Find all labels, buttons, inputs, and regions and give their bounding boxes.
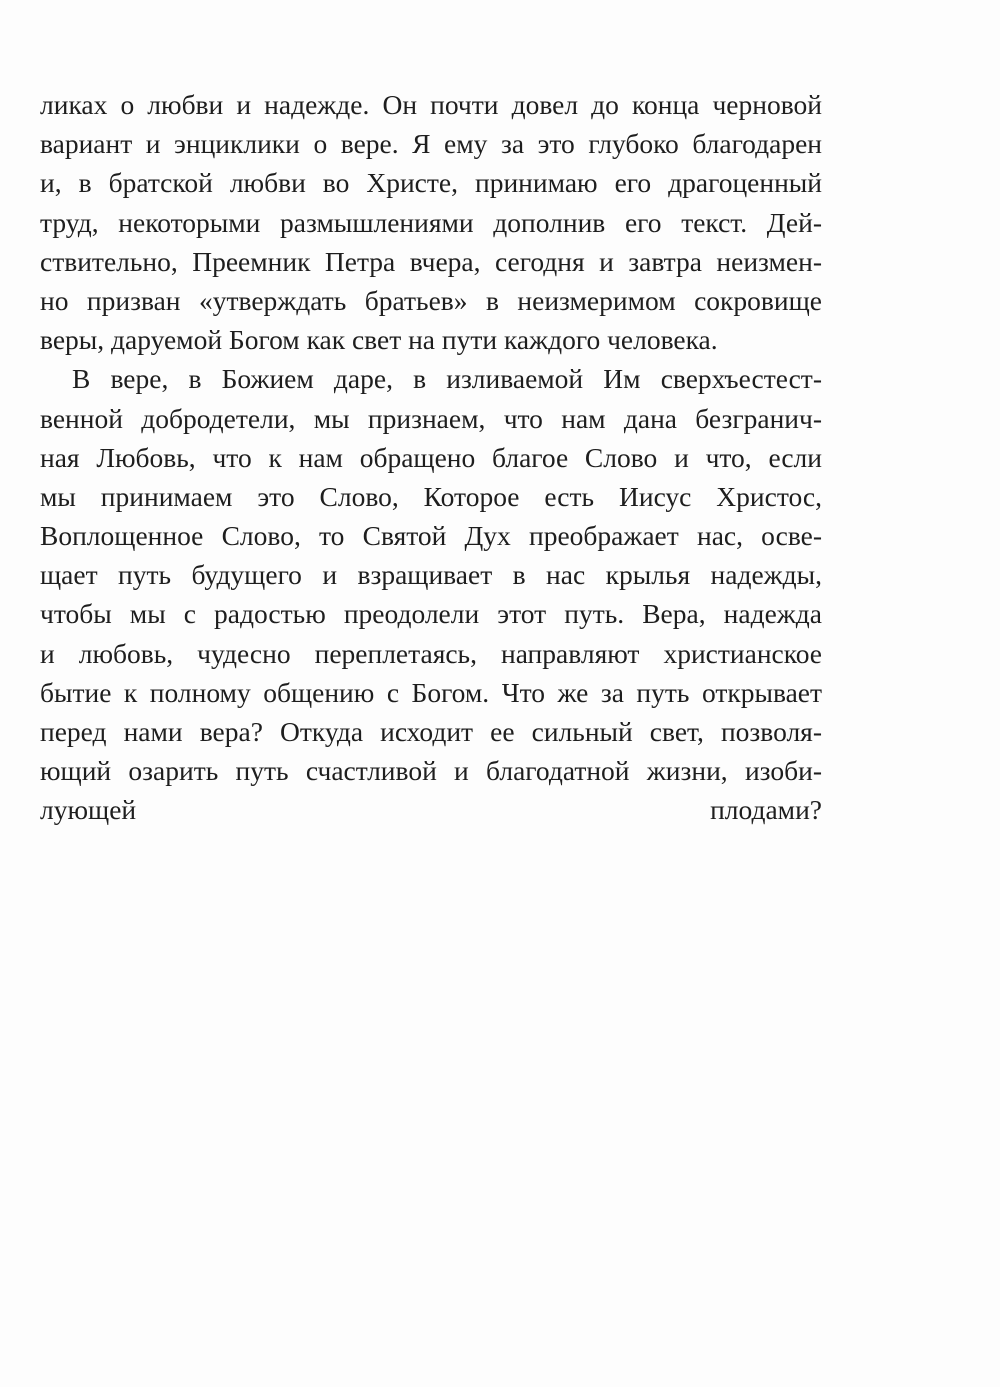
text-line: ликах о любви и надежде. Он почти довел до конца черновой	[40, 89, 822, 120]
text-line: ствительно, Преемник Петра вчера, сегодня и завтра неизмен-	[40, 245, 822, 277]
text-line: чтобы мы с радостью преодолели этот путь. Вера, надежда	[40, 598, 822, 630]
text-line: веры, даруемой Богом как свет на пути каждого человека.	[40, 324, 718, 356]
text-line: лующей плодами?	[40, 794, 822, 826]
text-line: Воплощенное Слово, то Святой Дух преображает нас, осве-	[40, 520, 822, 552]
text-line: и любовь, чудесно переплетаясь, направляют христианское	[40, 637, 822, 669]
text-line	[40, 830, 822, 869]
text-line: венной добродетели, мы признаем, что нам дана безгранич-	[40, 402, 822, 434]
text-line: труд, некоторыми размышлениями дополнив его текст. Дей-	[40, 206, 822, 238]
text-line: ная Любовь, что к нам обращено благое Слово и что, если	[40, 441, 822, 473]
text-line: но призван «утверждать братьев» в неизмеримом сокровище	[40, 284, 822, 316]
text-line: бытие к полному общению с Богом. Что же за путь открывает	[40, 676, 822, 708]
text-line: ющий озарить путь счастливой и благодатной жизни, изоби-	[40, 755, 822, 787]
text-line: вариант и энциклики о вере. Я ему за это глубоко благодарен	[40, 128, 822, 160]
text-line: перед нами вера? Откуда исходит ее сильный свет, позволя-	[40, 716, 822, 747]
body-text	[40, 85, 822, 869]
paragraph-2	[40, 359, 822, 868]
text-line: мы принимаем это Слово, Которое есть Иисус Христос,	[40, 480, 822, 512]
text-line: В вере, в Божием даре, в изливаемой Им сверхъестест-	[72, 363, 822, 395]
text-line: щает путь будущего и взращивает в нас крылья надежды,	[40, 559, 822, 591]
text-line: и, в братской любви во Христе, принимаю его драгоценный	[40, 167, 822, 199]
paragraph-1	[40, 85, 822, 359]
